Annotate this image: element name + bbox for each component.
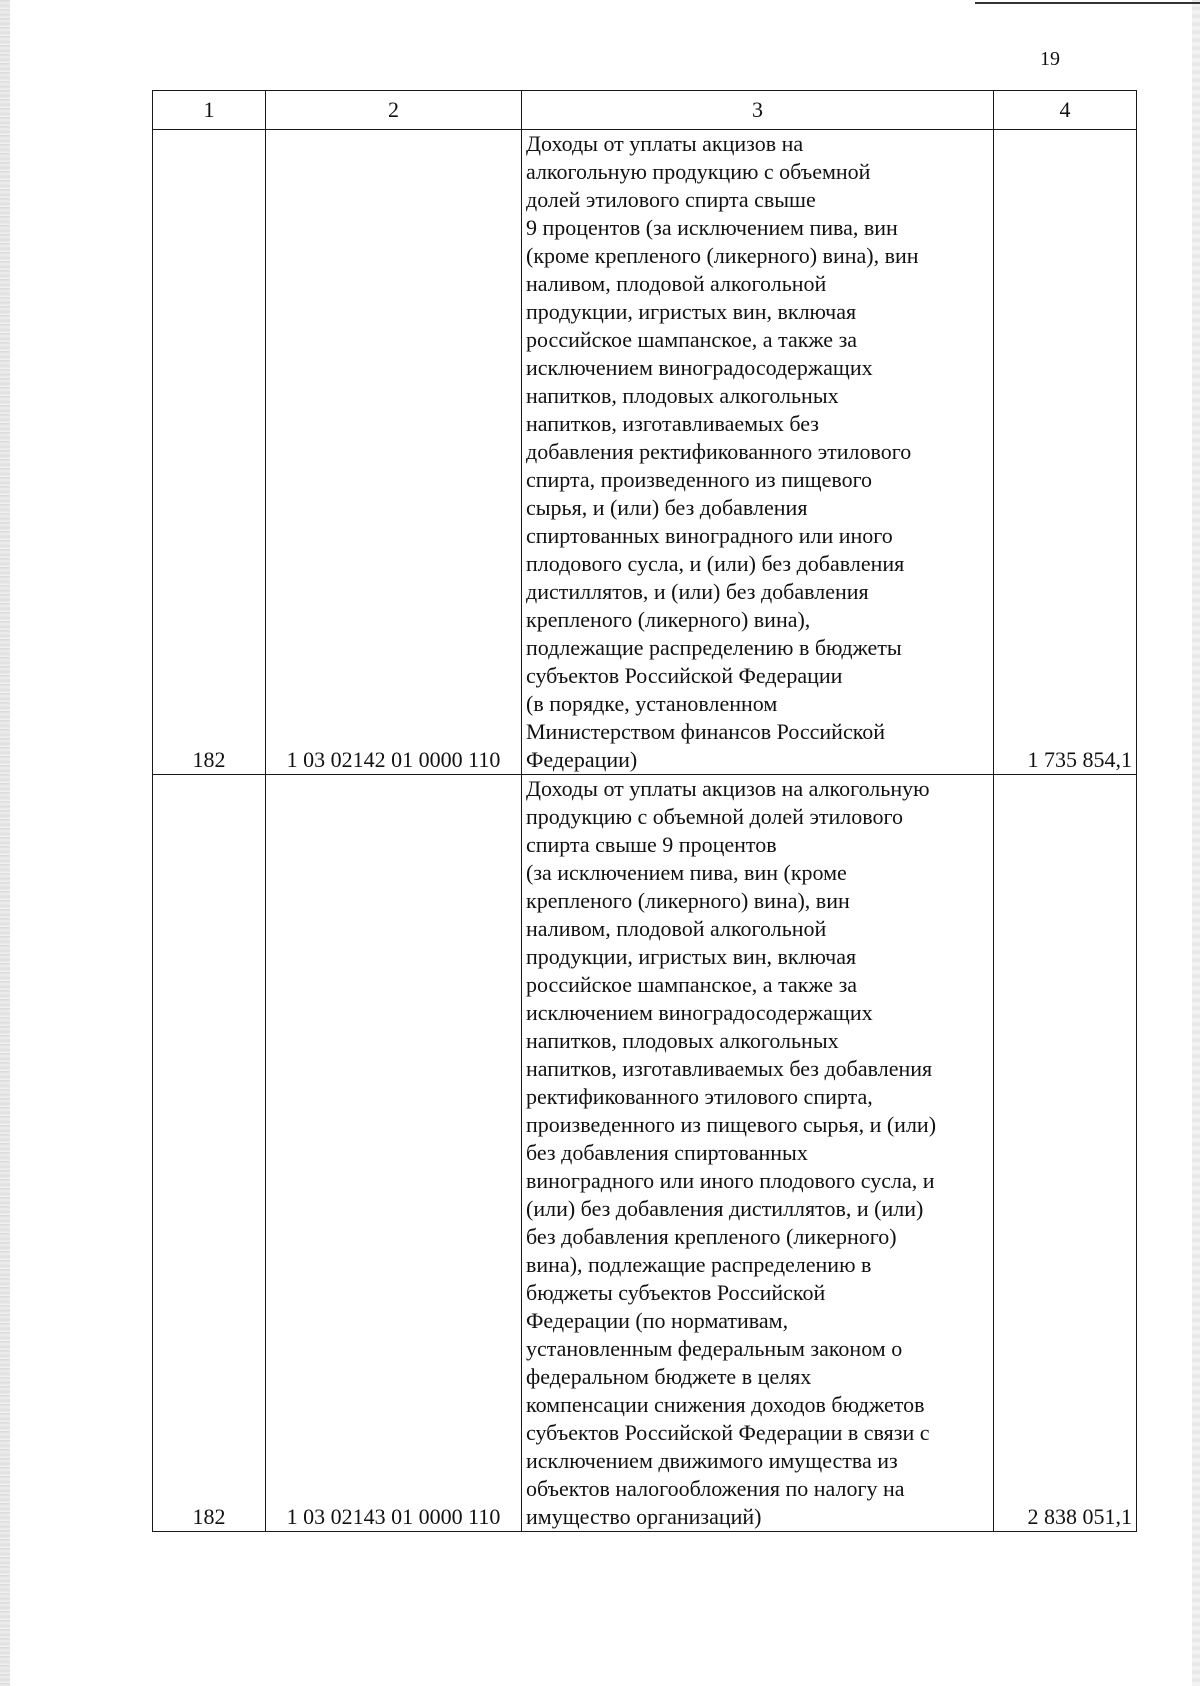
page-number: 19 xyxy=(1040,48,1060,70)
amount-cell: 1 735 854,1 xyxy=(994,130,1137,775)
header-col-2: 2 xyxy=(266,91,522,130)
amount-cell: 2 838 051,1 xyxy=(994,775,1137,1532)
admin-code-cell: 182 xyxy=(153,130,266,775)
kbk-code-cell: 1 03 02142 01 0000 110 xyxy=(266,130,522,775)
revenue-table xyxy=(152,90,1137,1532)
table-row xyxy=(153,775,1137,1532)
header-col-3: 3 xyxy=(522,91,994,130)
scan-top-rule xyxy=(975,2,1200,4)
header-col-4: 4 xyxy=(994,91,1137,130)
description-cell: Доходы от уплаты акцизов на алкогольную продукцию с объемной долей этилового спирта свыше 9 процентов (за исключением пива, вин (кроме крепленого (ликерного) вина), вин наливом, плодовой алкогольной продукции, игристых вин, включая российское шампанское, а также за исключением виноградосодержащих напитков, плодовых алкогольных напитков, изготавливаемых без добавления ректификованного этилового спирта, произведенного из пищевого сырья, и (или) без добавления спиртованных виноградного или иного плодового сусла, и (или) без добавления дистиллятов, и (или) без добавления крепленого (ликерного) вина), подлежащие распределению в бюджеты субъектов Российской Федерации (в порядке, установленном Министерством финансов Российской Федерации) xyxy=(522,130,994,775)
description-cell: Доходы от уплаты акцизов на алкогольную продукцию с объемной долей этилового спирта свыше 9 процентов (за исключением пива, вин (кроме крепленого (ликерного) вина), вин наливом, плодовой алкогольной продукции, игристых вин, включая российское шампанское, а также за исключением виноградосодержащих напитков, плодовых алкогольных напитков, изготавливаемых без добавления ректификованного этилового спирта, произведенного из пищевого сырья, и (или) без добавления спиртованных виноградного или иного плодового сусла, и (или) без добавления дистиллятов, и (или) без добавления крепленого (ликерного) вина), подлежащие распределению в бюджеты субъектов Российской Федерации (по нормативам, установленным федеральным законом о федеральном бюджете в целях компенсации снижения доходов бюджетов субъектов Российской Федерации в связи с исключением движимого имущества из объектов налогообложения по налогу на имущество организаций) xyxy=(522,775,994,1532)
table-row xyxy=(153,130,1137,775)
kbk-code-cell: 1 03 02143 01 0000 110 xyxy=(266,775,522,1532)
header-col-1: 1 xyxy=(153,91,266,130)
admin-code-cell: 182 xyxy=(153,775,266,1532)
header-row xyxy=(153,91,1137,130)
scan-edge-right xyxy=(1192,0,1200,1686)
scan-edge-left xyxy=(0,0,10,1686)
